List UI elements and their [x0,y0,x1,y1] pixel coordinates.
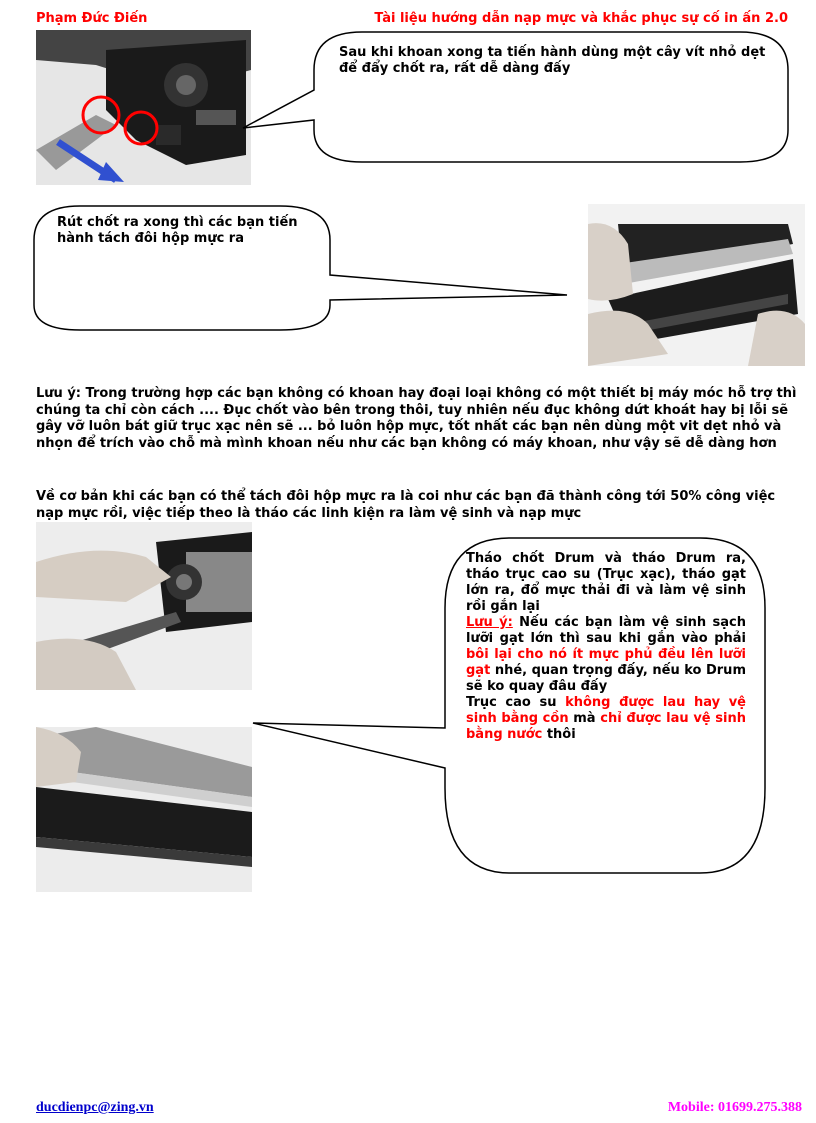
footer-mobile: Mobile: 01699.275.388 [667,1100,802,1115]
bubble3-roller-warning-2: chỉ được lau vệ sinh bằng nước [466,711,746,742]
bubble3-note-tail: nhé, quan trọng đấy, nếu ko Drum sẽ ko quay đâu đấy [466,663,746,694]
drum-removed-photo [36,727,252,892]
cartridge-pin-photo [36,30,251,185]
drum-pin-photo [36,522,252,690]
bubble1-text: Sau khi khoan xong ta tiến hành dùng một cây vít nhỏ dẹt để đẩy chốt ra, rất dễ dàng đấy [339,45,766,76]
author-name: Phạm Đức Điến [36,11,148,26]
bubble3-roller-b: mà [568,711,601,726]
bubble3-roller-warning-1: không được lau hay vệ sinh bằng cồn [466,695,746,726]
bubble3-note-label: Lưu ý: [466,615,513,630]
note-paragraph: Lưu ý: Trong trường hợp các bạn không có khoan hay đoại loại không có một thiết bị máy móc hỗ trợ thì chúng ta chỉ còn cách .... Đục chốt vào bên trong thôi, tuy nhiên nếu đục không dứt khoát hay bị lỗi sẽ gây vỡ luôn bát giữ trục xạc nên sẽ ... bỏ luôn hộp mực, tốt nhất các bạn nên dùng một vit dẹt nhỏ và nhọn để trích vào chỗ mà mình khoan nếu như các bạn không có máy khoan, như vậy sẽ dễ dàng hơn [36,386,797,451]
bubble3-roller-c: thôi [542,727,576,742]
intro-paragraph: Về cơ bản khi các bạn có thể tách đôi hộp mực ra là coi như các bạn đã thành công tới 50% công việc nạp mực rồi, việc tiếp theo là tháo các linh kiện ra làm vệ sinh và nạp mực [36,489,776,521]
footer-email-link[interactable]: ducdienpc@zing.vn [36,1100,154,1115]
bubble3-roller-a: Trục cao su [466,695,566,710]
bubble3-note-warning: bôi lại cho nó ít mực phủ đều lên lưỡi gạt [466,647,746,678]
bubble2-text: Rút chốt ra xong thì các bạn tiến hành tách đôi hộp mực ra [57,215,298,246]
cartridge-separate-photo [588,204,805,366]
bubble3-instructions: Tháo chốt Drum và tháo Drum ra, tháo trục cao su (Trục xạc), tháo gạt lớn ra, đổ mực thải đi và làm vệ sinh rồi gắn lại [466,551,746,614]
document-title: Tài liệu hướng dẫn nạp mực và khắc phục sự cố in ấn 2.0 [374,11,788,26]
bubble3-note-text: Nếu các bạn làm vệ sinh sạch lưỡi gạt lớn thì sau khi gắn vào phải [466,615,747,646]
bubble3-text [466,551,746,743]
